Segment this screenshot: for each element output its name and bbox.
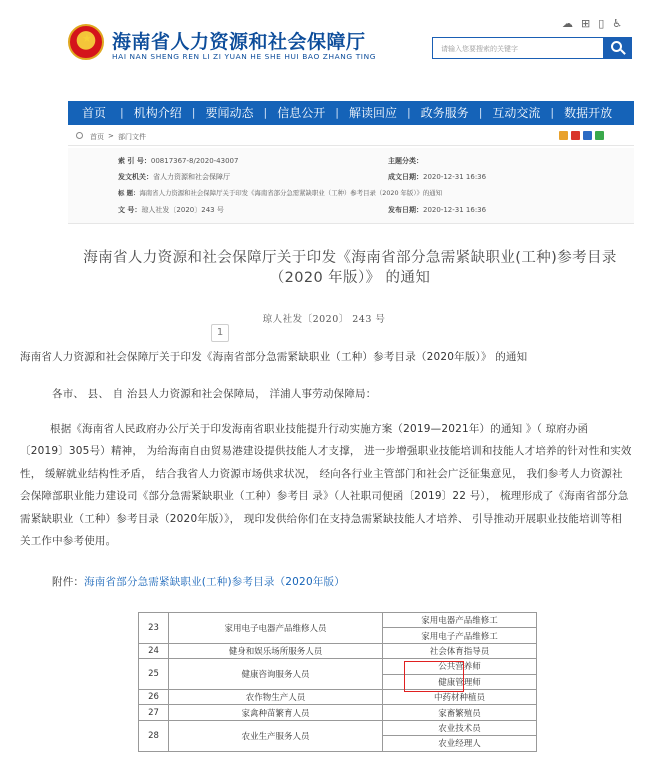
top-icons [562, 18, 622, 30]
jobs-table [138, 612, 537, 752]
page-number-badge[interactable]: 1 [211, 324, 229, 342]
row-job: 农业技术员 [383, 720, 537, 735]
attachment-label: 附件： [52, 576, 85, 588]
title-value: 海南省人力资源和社会保障厅关于印发《海南省部分急需紧缺职业（工种）参考目录（2020 年版）》的通知 [139, 189, 443, 197]
nav-item-news[interactable]: 要闻动态 [205, 106, 254, 120]
row-number: 23 [139, 613, 169, 644]
site-title-en: HAI NAN SHENG REN LI ZI YUAN HE SHE HUI BAO ZHANG TING [112, 52, 377, 61]
breadcrumb-home[interactable]: 首页 [90, 133, 104, 141]
row-category: 农作物生产人员 [169, 689, 383, 704]
search-input[interactable]: 请输入您要搜索的关键字 [432, 37, 604, 59]
breadcrumb [68, 128, 634, 146]
document-meta [68, 148, 634, 224]
row-category: 健身和娱乐场所服务人员 [169, 643, 383, 658]
paragraph-body: 根据《海南省人民政府办公厅关于印发海南省职业技能提升行动实施方案（2019—2021年）的通知 》（ 琼府办函〔2019〕305号）精神， 为给海南自由贸易港建设提供技能人才支撑， 进一步增强职业技能培训和技能人才培养的针对性和实效性， 缓解就业结构性矛盾， 结合我省人力资源市场供求状况， 经向各行业主管部门和社会广泛征集意见， 我们参考人力资源社会保障部职业能力建设司《部分急需紧缺职业（工种）参考目 录》（人社职司便函〔2019〕22 号）， 梳理形成了《海南省部分急需紧缺职业（工种）参考目录（2020年版）》， 现印发供给你们在支持急需紧缺技能人才培养、 引导推动开展职业技能培训等相关工作中参考使用。 [20, 423, 632, 548]
emblem-logo[interactable] [68, 24, 104, 60]
attachment-link[interactable]: 海南省部分急需紧缺职业(工种)参考目录（2020年版） [84, 576, 345, 588]
row-job: 健康管理师 [383, 674, 537, 689]
nav-item-open-data[interactable]: 数据开放 [564, 106, 613, 120]
row-category: 家用电子电器产品维修人员 [169, 613, 383, 644]
published-label: 发布日期： [388, 206, 423, 214]
location-icon [76, 132, 83, 139]
issuer-label: 发文机关： [118, 173, 153, 181]
document-number: 琼人社发〔2020〕 243 号 [262, 314, 386, 325]
nav-item-disclosure[interactable]: 信息公开 [277, 106, 326, 120]
share-icons [559, 131, 604, 140]
row-job: 家畜繁殖员 [383, 705, 537, 720]
row-job: 中药材种植员 [383, 689, 537, 704]
row-job: 社会体育指导员 [383, 643, 537, 658]
row-number: 27 [139, 705, 169, 720]
paragraph-recipients: 各市、 县、 自 治县人力资源和社会保障局， 洋浦人事劳动保障局： [52, 388, 377, 400]
row-number: 25 [139, 659, 169, 690]
wechat-icon[interactable]: ☁ [562, 17, 573, 30]
row-number: 28 [139, 720, 169, 751]
row-category: 家禽种苗繁育人员 [169, 705, 383, 720]
share-weibo-icon[interactable] [571, 131, 580, 140]
highlight-annotation [404, 661, 464, 692]
row-number: 24 [139, 643, 169, 658]
share-people-icon[interactable] [583, 131, 592, 140]
docno-value: 琼人社发〔2020〕243 号 [141, 206, 224, 214]
row-job: 家用电子产品维修工 [383, 628, 537, 643]
row-job: 家用电器产品维修工 [383, 613, 537, 628]
breadcrumb-arrow: > [108, 132, 114, 140]
table-row [139, 613, 537, 628]
issuer-value: 省人力资源和社会保障厅 [153, 173, 230, 181]
nav-item-home[interactable]: 首页 [82, 106, 107, 120]
accessibility-icon[interactable]: ♿ [612, 17, 623, 30]
main-nav: 首页 | 机构介绍 | 要闻动态 | 信息公开 | 解读回应 | 政务服务 | 互动交流 | 数据开放 [68, 101, 634, 125]
nav-item-services[interactable]: 政务服务 [420, 106, 469, 120]
article-title: 海南省人力资源和社会保障厅关于印发《海南省部分急需紧缺职业(工种)参考目录（2020 年版）》 的通知 [83, 250, 617, 286]
row-job: 农业经理人 [383, 736, 537, 751]
docno-label: 文 号： [118, 206, 142, 214]
apps-icon[interactable]: ⊞ [581, 17, 591, 30]
share-qzone-icon[interactable] [559, 131, 568, 140]
row-category: 农业生产服务人员 [169, 720, 383, 751]
site-header [0, 0, 648, 98]
index-value: 00817367-8/2020-43007 [150, 157, 239, 165]
category-label: 主题分类： [388, 157, 423, 165]
nav-item-interpretation[interactable]: 解读回应 [348, 106, 397, 120]
published-value: 2020-12-31 16:36 [423, 206, 487, 214]
created-value: 2020-12-31 16:36 [423, 173, 487, 181]
star-icon: ★ [82, 32, 92, 45]
table-row [139, 659, 537, 674]
nav-item-interaction[interactable]: 互动交流 [492, 106, 541, 120]
title-label: 标 题： [118, 189, 140, 197]
share-wechat-icon[interactable] [595, 131, 604, 140]
row-category: 健康咨询服务人员 [169, 659, 383, 690]
created-label: 成文日期： [388, 173, 423, 181]
attachment-line [52, 574, 648, 589]
search-button[interactable] [604, 37, 632, 59]
nav-item-organization[interactable]: 机构介绍 [133, 106, 182, 120]
mobile-icon[interactable]: ▯ [598, 17, 605, 30]
row-number: 26 [139, 689, 169, 704]
table-row [139, 643, 537, 658]
table-row [139, 720, 537, 735]
index-label: 索 引 号： [118, 157, 151, 165]
site-title[interactable]: 海南省人力资源和社会保障厅 [112, 31, 366, 53]
row-job: 公共营养师 [383, 659, 537, 674]
breadcrumb-current[interactable]: 部门文件 [118, 133, 146, 141]
paragraph-title-line: 海南省人力资源和社会保障厅关于印发《海南省部分急需紧缺职业（工种）参考目录（2020年版）》 的通知 [20, 351, 528, 363]
table-row [139, 705, 537, 720]
table-row [139, 689, 537, 704]
